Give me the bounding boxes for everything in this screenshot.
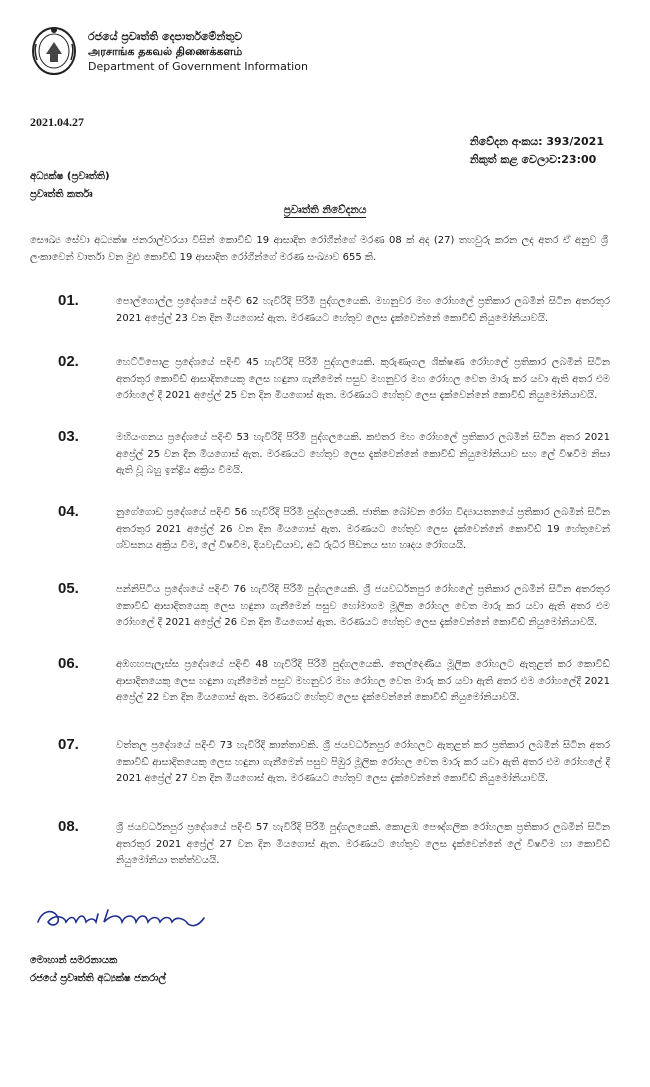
addressee-line: අධ්‍යක්ෂ (ප්‍රවෘත්ති) (30, 171, 110, 182)
org-name-tamil: அரசாங்க தகவல் திணைக்களம் (88, 45, 243, 58)
item-text: පන්නිපිටිය ප්‍රදේශයේ පදිංචි 76 හැවිරිදි පිරිමි පුද්ගලයෙකි. ශ්‍රී ජයවර්ධනපුර රෝහලේ ප්‍රතිකාර ලබමින් සිටින අතරතුර කොවිඩ් ආසාදිතයෙකු ලෙස හඳුනා ගැනීමෙන් පසුව හෝමාගම මූලික රෝහල වෙත මාරු කර යවා ඇති අතර එම රෝහලේ දී 2021 අප්‍රේල් 26 වන දින මියගොස් ඇත. මරණයට හේතුව ලෙස දැක්වෙන්නේ කොවිඩ් නියුමෝනියාවයි. (116, 584, 610, 628)
item-number: 07. (58, 736, 79, 753)
signatory-name: මොහාන් සමරනායක (30, 955, 118, 966)
item-number: 06. (58, 655, 79, 672)
list-item (58, 820, 610, 870)
government-emblem-icon (30, 24, 78, 76)
document-title-text: ප්‍රවෘත්ති නිවේදනය (283, 204, 367, 216)
item-number: 03. (58, 428, 79, 445)
reference-block (470, 133, 604, 169)
item-number: 04. (58, 503, 79, 520)
signatory-title: රජයේ ප්‍රවෘත්ති අධ්‍යක්ෂ ජනරාල් (30, 973, 167, 984)
release-date: 2021.04.27 (30, 115, 84, 129)
list-item (58, 505, 610, 555)
signatory-block (30, 952, 166, 988)
item-text: අඹගහපැලැස්ස ප්‍රදේශයේ පදිංචි 48 හැවිරිදි පිරිමි පුද්ගලයෙකි. තෙල්දෙණිය මූලික රෝහලට ඇතුළත් කර කොවිඩ් ආසාදිතයෙකු ලෙස හඳුනා ගැනීමෙන් පසුව මහනුවර මහ රෝහල වෙත මාරු කර යවා ඇති අතර එම රෝහලේදී 2021 අප්‍රේල් 22 වන දින මියගොස් ඇත. මරණයට හේතුව ලෙස දැක්වෙන්නේ කොවිඩ් නියුමෝනියාවයි. (116, 659, 610, 703)
list-item (58, 294, 610, 327)
list-item (58, 355, 610, 405)
item-text: වත්තල ප්‍රදේශයේ පදිංචි 73 හැවිරිදි කාන්තාවකි. ශ්‍රී ජයවර්ධනපුර රෝහලට ඇතුළත් කර ප්‍රතිකාර ලබමින් සිටින අතර කොවිඩ් ආසාදිතයෙකු ලෙස හඳුනා ගැනීමෙන් පසුව පිඹුර මූලික රෝහල වෙත මාරු කර යවා ඇති අතර එම රෝහලේ දී 2021 අප්‍රේල් 27 වන දින මියගොස් ඇත. මරණයට හේතුව ලෙස දැක්වෙන්නේ කොවිඩ් නියුමෝනියාවයි. (116, 740, 610, 784)
item-text: ශ්‍රී ජයවර්ධනපුර ප්‍රදේශයේ පදිංචි 57 හැවිරිදි පිරිමි පුද්ගලයෙකි. කොළඹ පෞද්ගලික රෝහලක ප්‍රතිකාර ලබමින් සිටින අතරතුර 2021 අප්‍රේල් 27 වන දින මියගොස් ඇත. මරණයට හේතුව ලෙස දැක්වෙන්නේ ලේ විෂවීම හා කොවිඩ් නියුමෝනියා තත්ත්වයයි. (116, 822, 610, 866)
addressee-block (30, 168, 110, 204)
item-number: 08. (58, 818, 79, 835)
list-item (58, 738, 610, 788)
intro-paragraph: සෞඛ්‍ය සේවා අධ්‍යක්ෂ ජනරාල්වරයා විසින් කොවිඩ් 19 ආසාදිත රෝගීන්ගේ මරණ 08 ක් අද (27) තහවුරු කරන ලද අතර ඒ අනුව ශ්‍රී ලංකාවෙන් වාර්තා වන මුළු කොවිඩ් 19 ආසාදිත රෝගීන්ගේ මරණ සංඛ්‍යාව 655 කි. (30, 235, 608, 263)
list-item (58, 430, 610, 480)
item-number: 01. (58, 292, 79, 309)
org-name-sinhala: රජයේ ප්‍රවෘත්ති දෙපාර්තමේන්තුව (88, 30, 243, 43)
release-number: නිවේදන අංකය: 393/2021 (469, 135, 604, 148)
addressee-line: ප්‍රවෘත්ති කර්තෘ (30, 189, 93, 200)
item-text: නුගේගොඩ ප්‍රදේශයේ පදිංචි 56 හැවිරිදි පිරිමි පුද්ගලයෙකි. ජාතික බෝවන රෝග විද්‍යායතනයේ ප්‍රතිකාර ලබමින් සිටින අතරතුර 2021 අප්‍රේල් 26 වන දින මියගොස් ඇත. මරණයට හේතුව ලෙස දැක්වෙන්නේ කොවිඩ් 19 හේතුවෙන් ශ්වසනය අක්‍රිය වීම, ලේ විෂවීම, දියවැඩියාව, අධි රුධිර පීඩනය සහ හෘදය රෝගයයි. (116, 507, 610, 551)
item-text: හෙට්ටිපොළ ප්‍රදේශයේ පදිංචි 45 හැවිරිදි පිරිමි පුද්ගලයෙකි. කුරුණෑගල ශික්ෂණ රෝහලේ ප්‍රතිකාර ලබමින් සිටින අතරතුර කොවිඩ් ආසාදිතයෙකු ලෙස හඳුනා ගැනීමෙන් පසුව මහනුවර මහ රෝහල වෙත මාරු කර යවා ඇති අතර එම රෝහලේ දී 2021 අප්‍රේල් 25 වන දින මියගොස් ඇත. මරණයට හේතුව ලෙස දැක්වෙන්නේ කොවිඩ් නියුමෝනියාවයි. (116, 357, 610, 401)
release-time: නිකුත් කළ වෙලාව:23:00 (469, 153, 597, 166)
list-item (58, 582, 610, 632)
item-text: මහියංගනය ප්‍රදේශයේ පදිංචි 53 හැවිරිදි පිරිමි පුද්ගලයෙකි. කළුතර මහ රෝහලේ ප්‍රතිකාර ලබමින් සිටින අතර 2021 අප්‍රේල් 25 වන දින මියගොස් ඇත. මරණයට හේතුව ලෙස දැක්වෙන්නේ කොවිඩ් නියුමෝනියාව සහ ලේ විෂවීම නිසා ඇති වූ බහු ඉන්ද්‍රිය අක්‍රිය වීමයි. (116, 432, 610, 476)
item-text: පොල්ගොල්ල ප්‍රදේශයේ පදිංචි 62 හැවිරිදි පිරිමි පුද්ගලයෙකි. මහනුවර මහ රෝහලේ ප්‍රතිකාර ලබමින් සිටින අතරතුර 2021 අප්‍රේල් 23 වන දින මියගොස් ඇත. මරණයට හේතුව ලෙස දැක්වෙන්නේ කොවිඩ් නියුමෝනියාවයි. (116, 296, 610, 324)
document-title (0, 204, 650, 217)
org-name-english: Department of Government Information (88, 60, 308, 73)
signature-icon (34, 900, 234, 940)
item-number: 05. (58, 580, 79, 597)
list-item (58, 657, 610, 707)
item-number: 02. (58, 353, 79, 370)
